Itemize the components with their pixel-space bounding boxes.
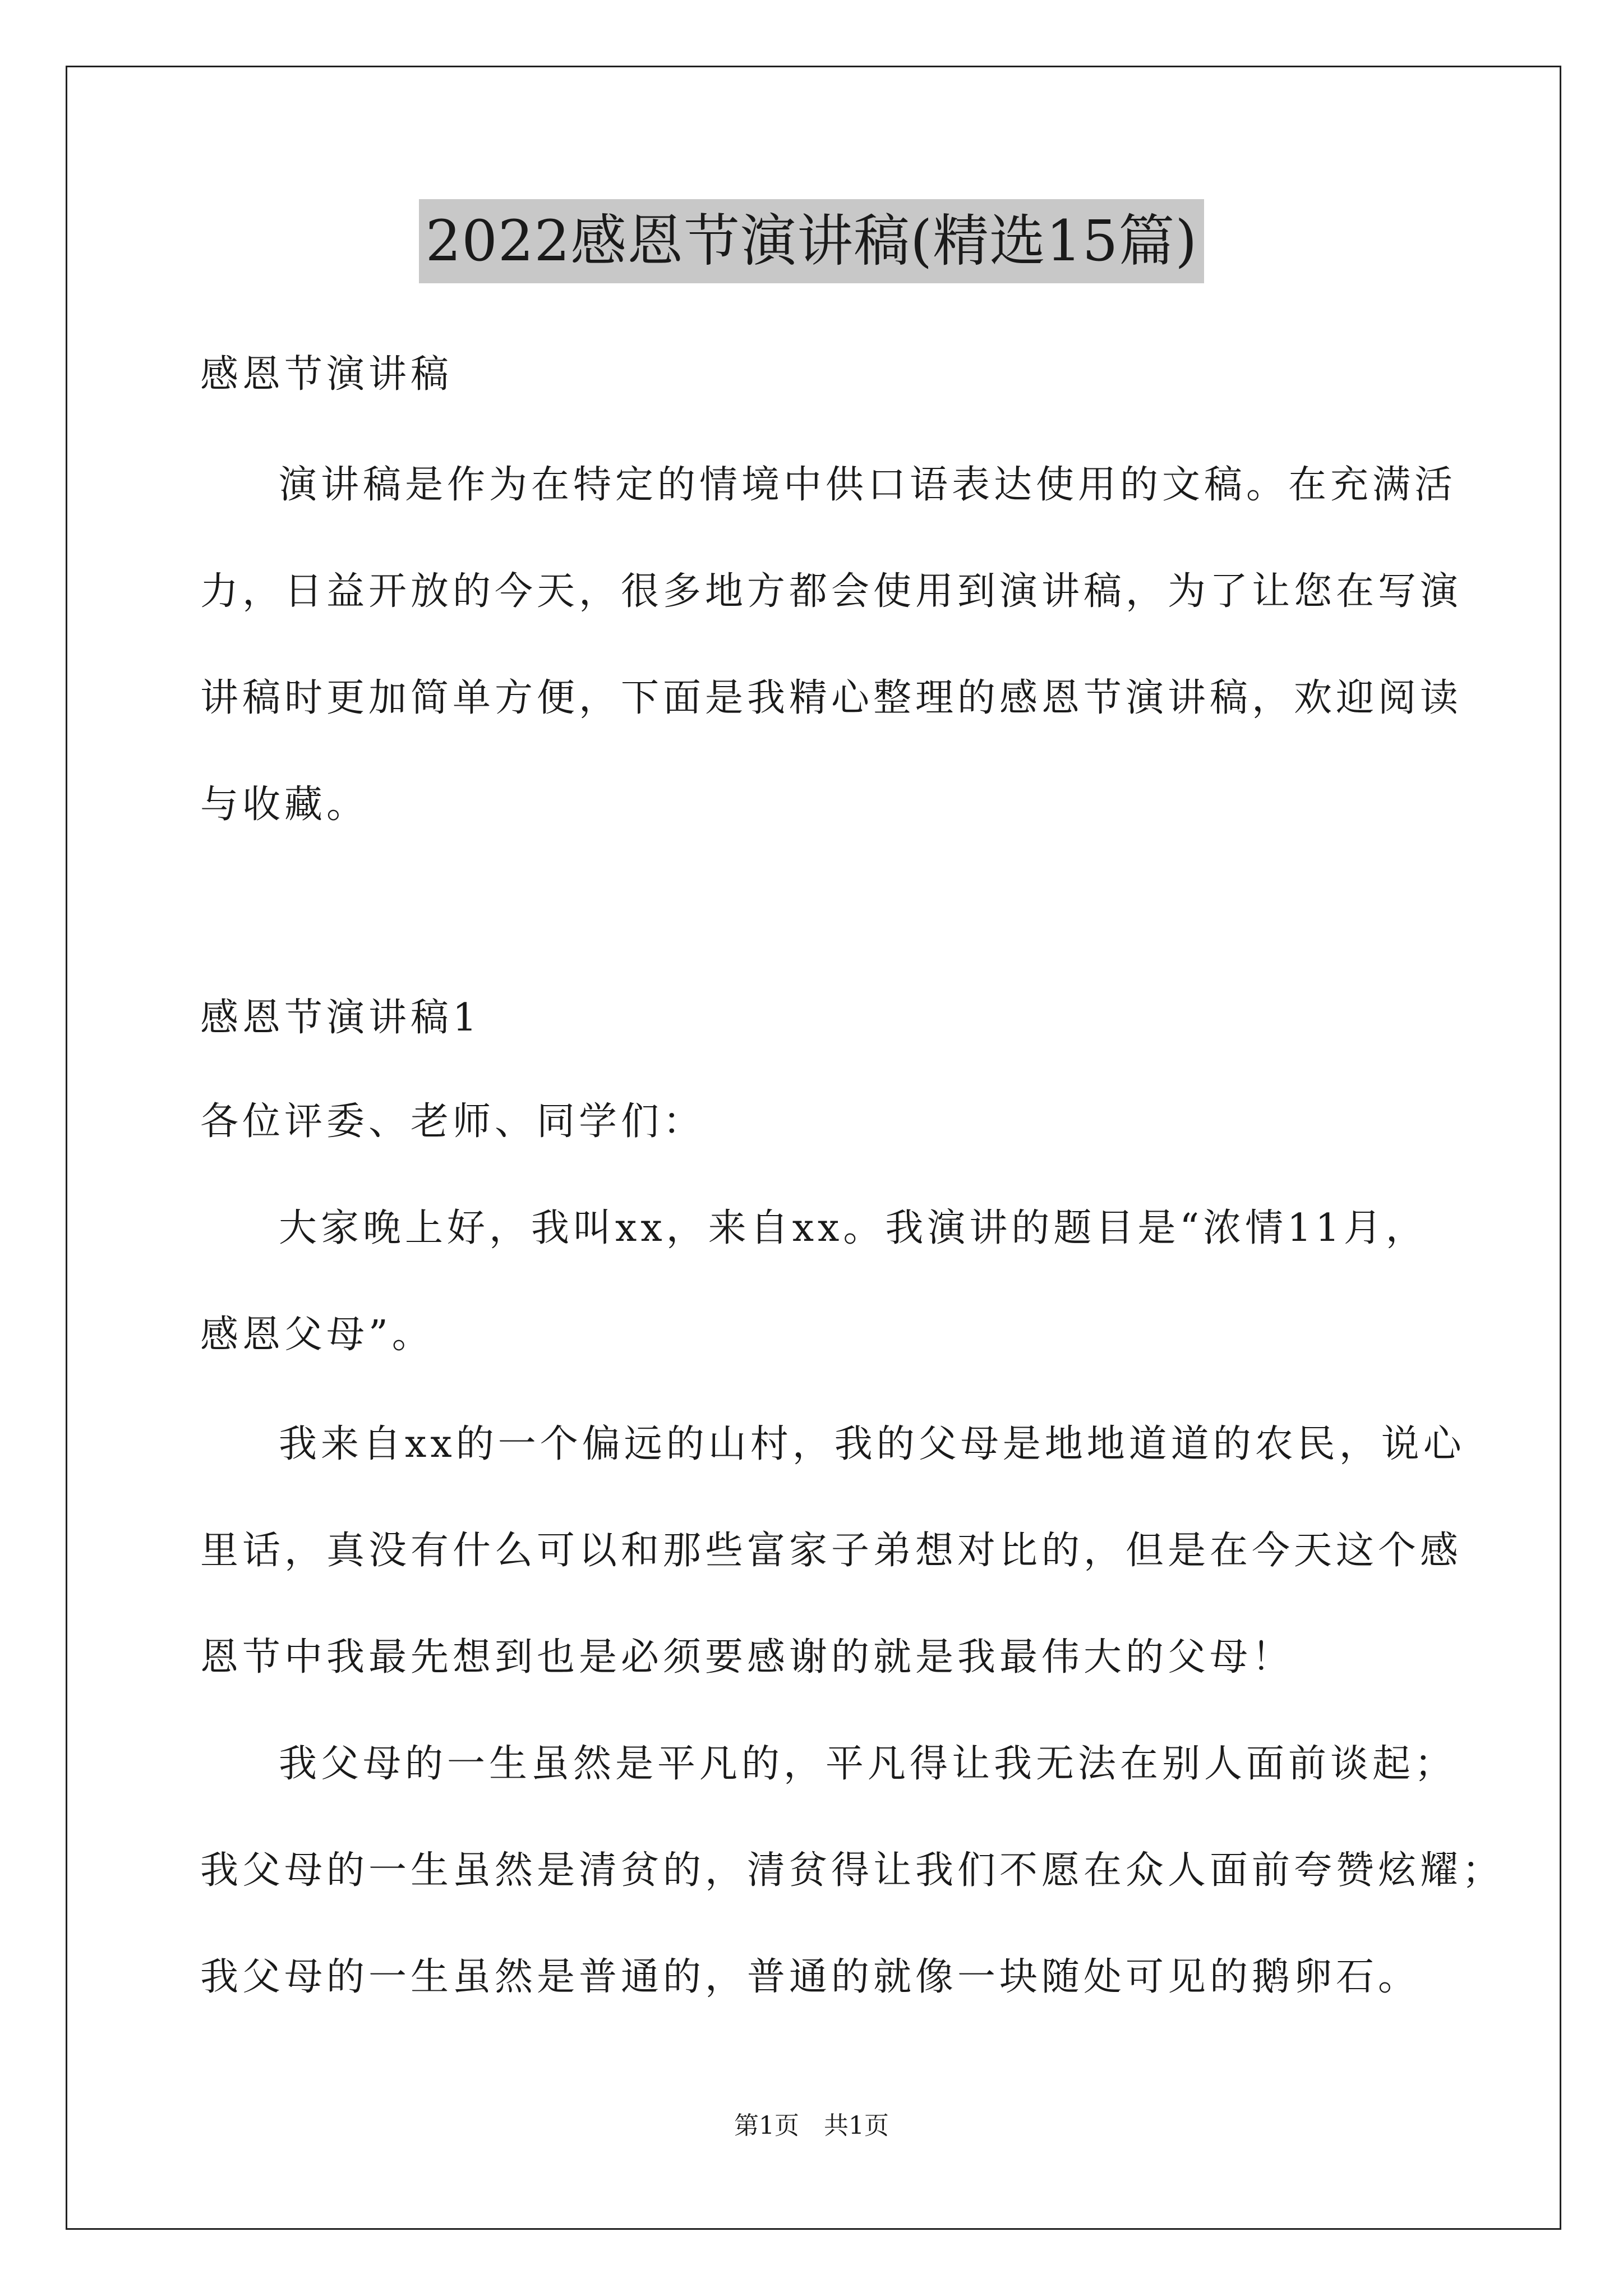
section-heading: 感恩节演讲稿 (200, 352, 453, 397)
document-title: 2022感恩节演讲稿(精选15篇) (419, 199, 1205, 283)
paragraph-line: 我父母的一生虽然是清贫的，清贫得让我们不愿在众人面前夸赞炫耀； (200, 1848, 1505, 1893)
paragraph-line: 讲稿时更加简单方便，下面是我精心整理的感恩节演讲稿，欢迎阅读 (200, 676, 1463, 720)
title-container (0, 199, 1623, 283)
paragraph-line: 感恩父母”。 (200, 1313, 434, 1357)
paragraph-line: 演讲稿是作为在特定的情境中供口语表达使用的文稿。在充满活 (279, 463, 1457, 507)
section-heading: 感恩节演讲稿1 (200, 996, 481, 1040)
paragraph-line: 恩节中我最先想到也是必须要感谢的就是我最伟大的父母！ (200, 1635, 1294, 1680)
paragraph-line: 我来自xx的一个偏远的山村，我的父母是地地道道的农民，说心 (279, 1422, 1465, 1466)
salutation: 各位评委、老师、同学们： (200, 1099, 706, 1144)
paragraph-line: 大家晚上好，我叫xx，来自xx。我演讲的题目是“浓情11月， (279, 1206, 1428, 1250)
paragraph-line: 里话，真没有什么可以和那些富家子弟想对比的，但是在今天这个感 (200, 1529, 1463, 1573)
paragraph-line: 力，日益开放的今天，很多地方都会使用到演讲稿，为了让您在写演 (200, 569, 1463, 614)
paragraph-line: 与收藏。 (200, 783, 369, 827)
page-footer: 第1页 共1页 (734, 2111, 889, 2140)
paragraph-line: 我父母的一生虽然是平凡的，平凡得让我无法在别人面前谈起； (279, 1742, 1457, 1786)
paragraph-line: 我父母的一生虽然是普通的，普通的就像一块随处可见的鹅卵石。 (200, 1955, 1421, 1999)
